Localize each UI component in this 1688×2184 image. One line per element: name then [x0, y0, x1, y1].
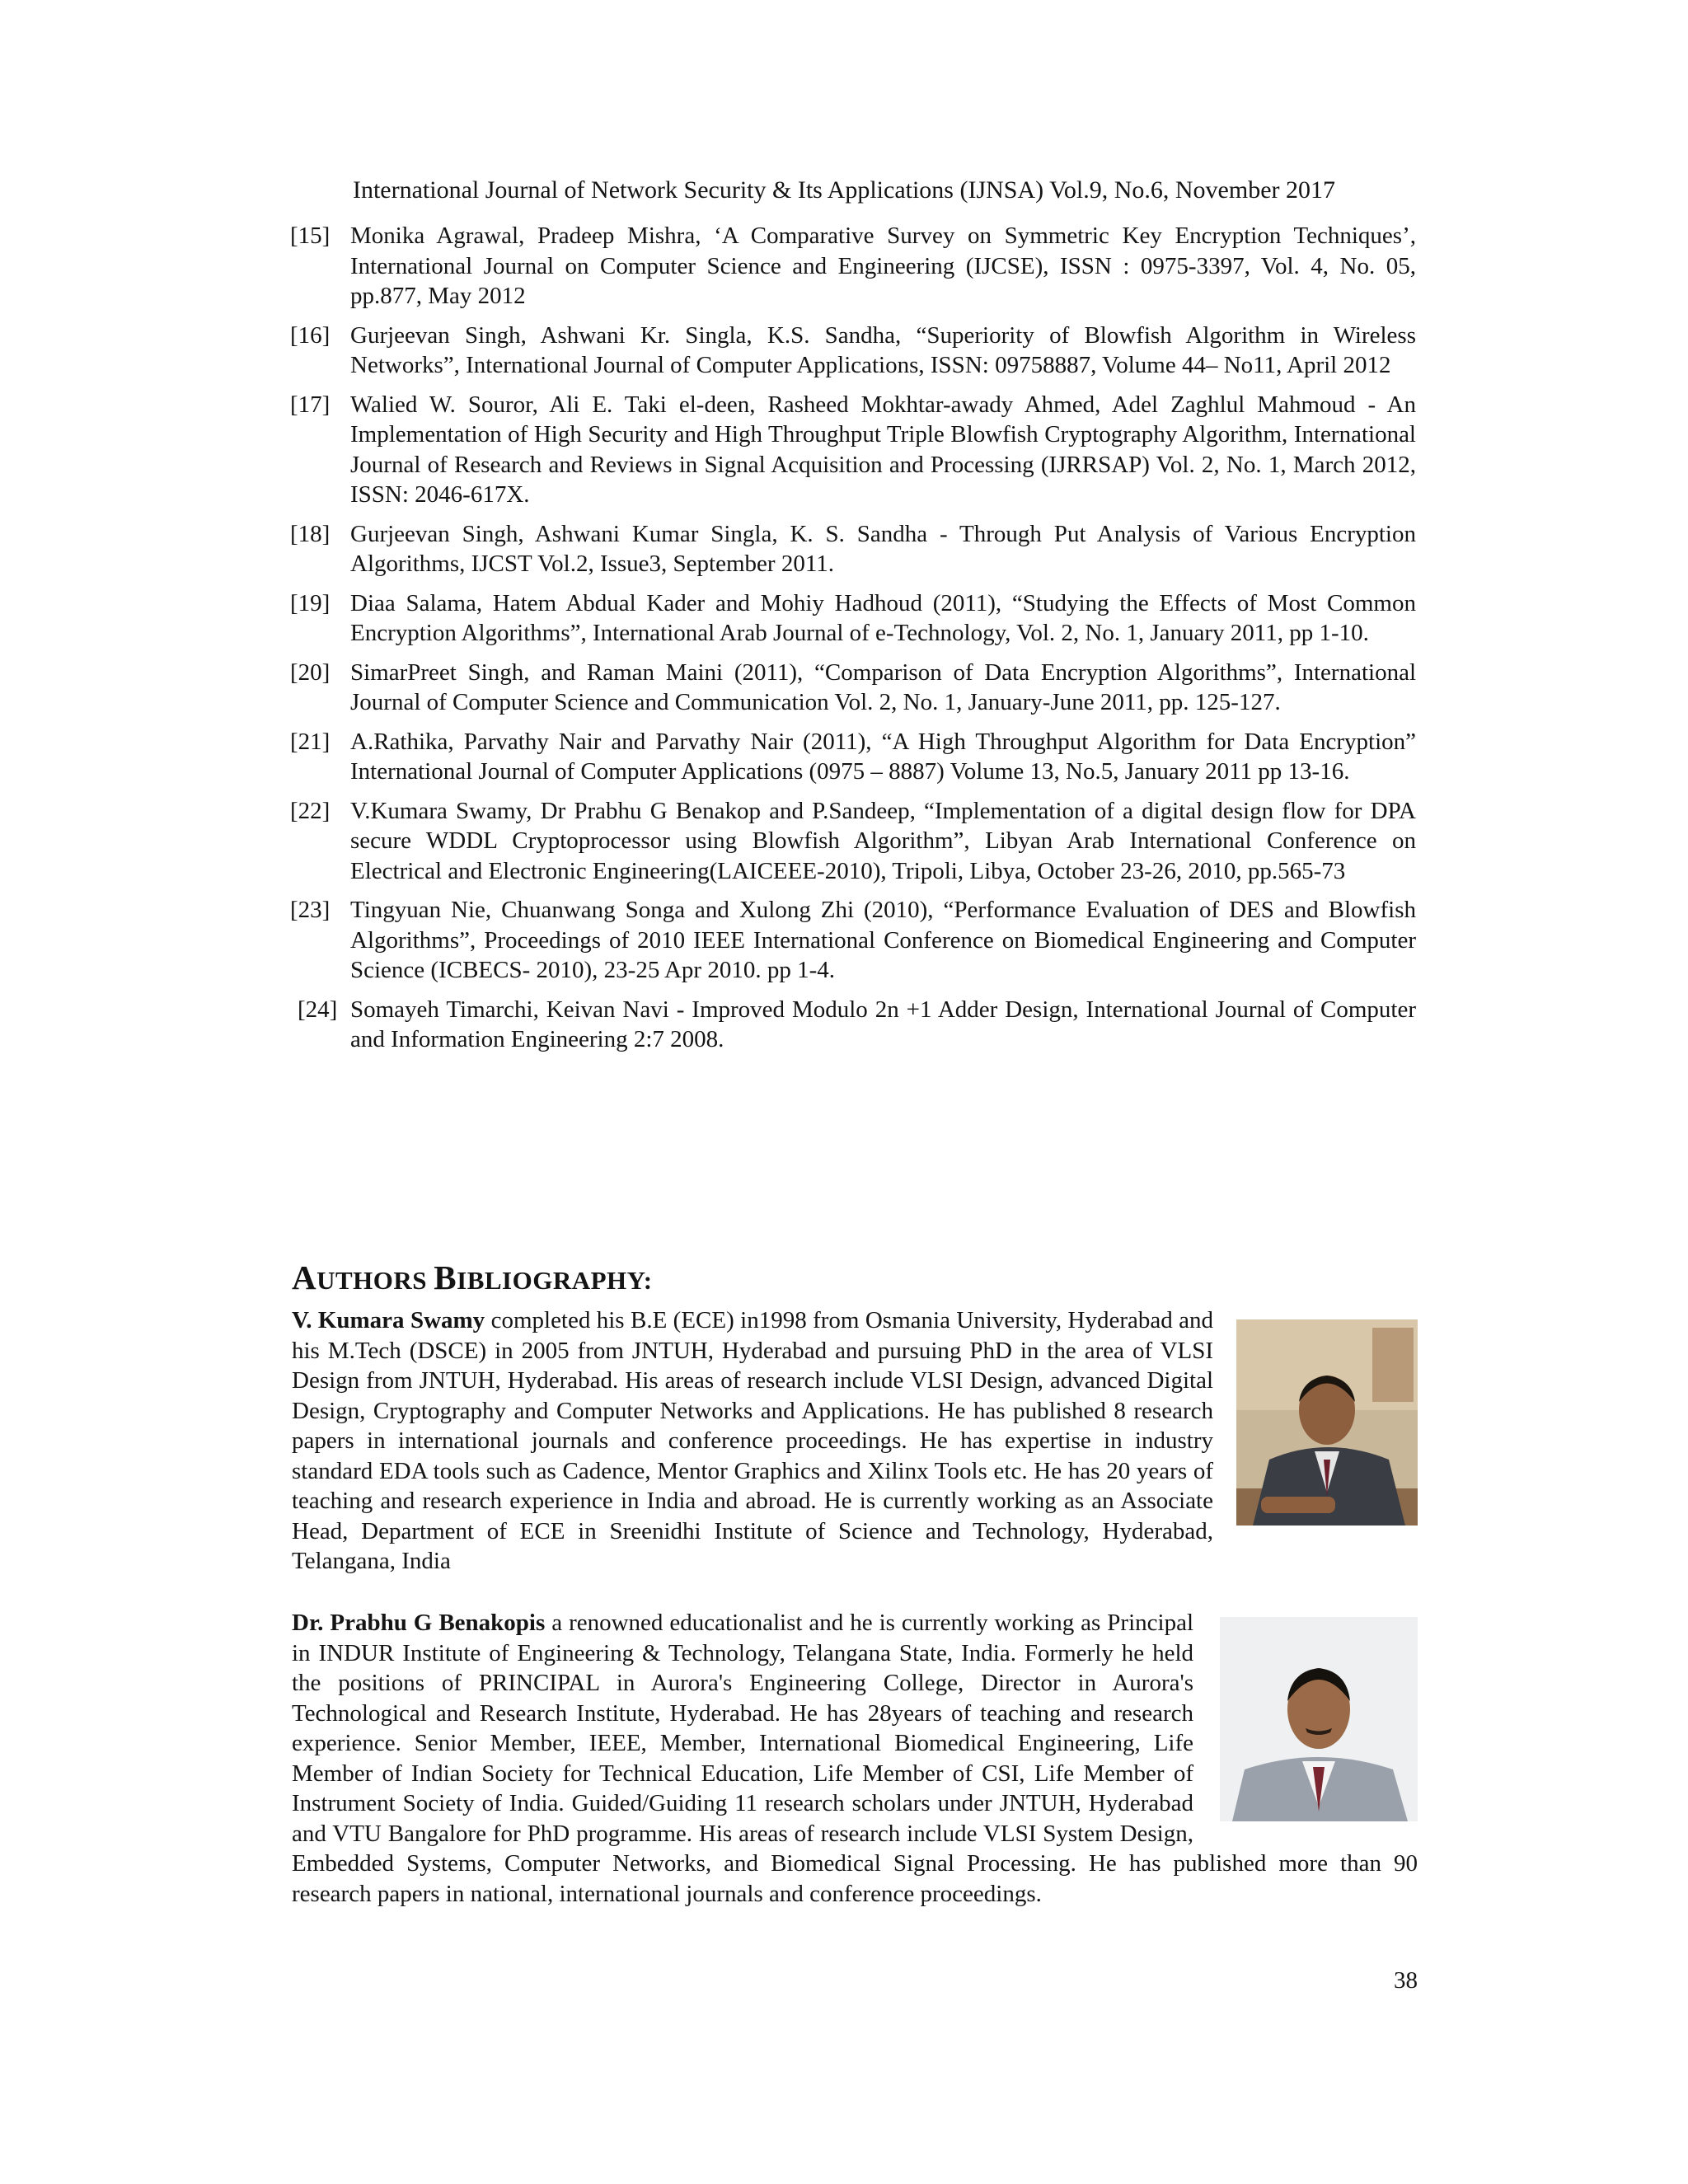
page-number: 38: [1394, 1967, 1418, 1994]
reference-item: [290, 221, 1416, 312]
reference-text: V.Kumara Swamy, Dr Prabhu G Benakop and P.Sandeep, “Implementation of a digital design flow for DPA secure WDDL Cryptoprocessor using Blowfish Algorithm”, Libyan Arab International Conference on Electrical and Electronic Engineering(LAICEEE-2010), Tripoli, Libya, October 23-26, 2010, pp.565-73: [350, 797, 1416, 884]
reference-item: [290, 995, 1416, 1055]
reference-number: [23]: [290, 897, 331, 923]
section-heading-initial: A: [292, 1258, 317, 1296]
reference-number: [16]: [290, 321, 331, 349]
running-header: International Journal of Network Security & Its Applications (IJNSA) Vol.9, No.6, November 2017: [352, 176, 1336, 204]
reference-text: A.Rathika, Parvathy Nair and Parvathy Nair (2011), “A High Throughput Algorithm for Data Encryption” International Journal of Computer Applications (0975 – 8887) Volume 13, No.5, January 2011 pp 13-16.: [350, 728, 1416, 785]
reference-item: [290, 588, 1416, 649]
reference-text: Somayeh Timarchi, Keivan Navi - Improved Modulo 2n +1 Adder Design, International Journal of Computer and Information Engineering 2:7 2008.: [350, 996, 1416, 1052]
author-bio: [292, 1608, 1418, 1909]
reference-number: [15]: [290, 223, 331, 249]
reference-text: Gurjeevan Singh, Ashwani Kumar Singla, K. S. Sandha - Through Put Analysis of Various Encryption Algorithms, IJCST Vol.2, Issue3, September 2011.: [350, 520, 1416, 577]
reference-item: [290, 321, 1416, 381]
author-photo: [1236, 1319, 1418, 1526]
author-photo: [1220, 1617, 1418, 1821]
reference-item: [290, 390, 1416, 510]
reference-text: Gurjeevan Singh, Ashwani Kr. Singla, K.S. Sandha, “Superiority of Blowfish Algorithm in Wireless Networks”, International Journal of Computer Applications, ISSN: 09758887, Volume 44– No11, April 2012: [350, 321, 1416, 378]
reference-text: SimarPreet Singh, and Raman Maini (2011), “Comparison of Data Encryption Algorithms”, International Journal of Computer Science and Communication Vol. 2, No. 1, January-June 2011, pp. 125-127.: [350, 658, 1416, 715]
section-heading: [292, 1256, 653, 1302]
reference-number: [20]: [290, 658, 331, 686]
reference-item: [290, 727, 1416, 787]
reference-item: [290, 796, 1416, 887]
reference-number: [19]: [290, 589, 331, 616]
reference-item: [290, 658, 1416, 718]
reference-number: [21]: [290, 728, 331, 755]
reference-number: [18]: [290, 520, 331, 547]
reference-text: Monika Agrawal, Pradeep Mishra, ‘A Comparative Survey on Symmetric Key Encryption Techniques’, International Journal on Computer Science and Engineering (IJCSE), ISSN : 0975-3397, Vol. 4, No. 05, pp.877, May 2012: [350, 223, 1416, 309]
author-bio: [292, 1305, 1418, 1577]
reference-list: [290, 221, 1416, 1064]
section-heading-rest: UTHORS: [316, 1266, 434, 1295]
reference-item: [290, 895, 1416, 986]
author-name: V. Kumara Swamy: [292, 1307, 485, 1333]
reference-text: Walied W. Souror, Ali E. Taki el-deen, Rasheed Mokhtar-awady Ahmed, Adel Zaghlul Mahmoud - An Implementation of High Security and High Throughput Triple Blowfish Cryptography Algorithm, International Journal of Research and Reviews in Signal Acquisition and Processing (IJRRSAP) Vol. 2, No. 1, March 2012, ISSN: 2046-617X.: [350, 391, 1416, 508]
reference-text: Tingyuan Nie, Chuanwang Songa and Xulong Zhi (2010), “Performance Evaluation of DES and Blowfish Algorithms”, Proceedings of 2010 IEEE International Conference on Biomedical Engineering and Computer Science (ICBECS- 2010), 23-25 Apr 2010. pp 1-4.: [350, 897, 1416, 983]
reference-item: [290, 519, 1416, 579]
reference-number: [22]: [290, 797, 331, 824]
author-name: Dr. Prabhu G Benakopis: [292, 1610, 546, 1636]
section-heading-initial: B: [434, 1258, 457, 1296]
author-bio-text: a renowned educationalist and he is currently working as Principal in INDUR Institute of Engineering & Technology, Telangana State, India. Formerly he held the positions of PRINCIPAL in Aurora's Engineering College, Director in Aurora's Technological and Research Institute, Hyderabad. He has 28years of teaching and research experience. Senior Member, IEEE, Member, International Biomedical Engineering, Life Member of Indian Society for Technical Education, Life Member of CSI, Life Member of Instrument Society of India. Guided/Guiding 11 research scholars under JNTUH, Hyderabad and VTU Bangalore for PhD programme. His areas of research include VLSI System Design, Embedded Systems, Computer Networks, and Biomedical Signal Processing. He has published more than 90 research papers in national, international journals and conference proceedings.: [292, 1610, 1418, 1907]
author-bio-text: completed his B.E (ECE) in1998 from Osmania University, Hyderabad and his M.Tech (DSCE) in 2005 from JNTUH, Hyderabad and pursuing PhD in the area of VLSI Design from JNTUH, Hyderabad. His areas of research include VLSI Design, advanced Digital Design, Cryptography and Computer Networks and Applications. He has published 8 research papers in international journals and conference proceedings. He has expertise in industry standard EDA tools such as Cadence, Mentor Graphics and Xilinx Tools etc. He has 20 years of teaching and research experience in India and abroad. He is currently working as an Associate Head, Department of ECE in Sreenidhi Institute of Science and Technology, Hyderabad, Telangana, India: [292, 1307, 1213, 1574]
reference-number: [17]: [290, 391, 331, 418]
reference-text: Diaa Salama, Hatem Abdual Kader and Mohiy Hadhoud (2011), “Studying the Effects of Most Common Encryption Algorithms”, International Arab Journal of e-Technology, Vol. 2, No. 1, January 2011, pp 1-10.: [350, 589, 1416, 646]
section-heading-rest: IBLIOGRAPHY:: [457, 1266, 653, 1295]
reference-number: [24]: [298, 996, 338, 1023]
